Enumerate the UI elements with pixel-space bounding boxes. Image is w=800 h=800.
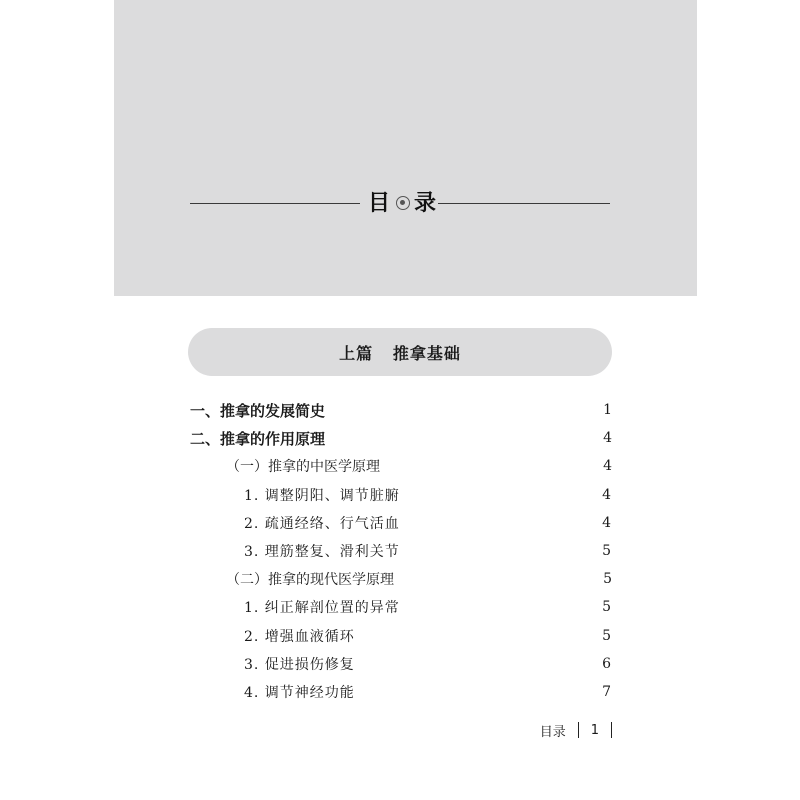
page-footer (540, 720, 612, 740)
footer-page-number: 1 (590, 722, 599, 738)
toc-entry[interactable] (190, 481, 612, 509)
toc-entry-page: 5 (603, 571, 612, 588)
toc-entry-page: 4 (602, 486, 612, 503)
dot-leader (408, 544, 592, 558)
section-title: 上篇 推拿基础 (339, 343, 461, 363)
toc-entry-label: （二）推拿的现代医学原理 (226, 572, 394, 589)
toc-entry[interactable] (190, 396, 612, 424)
footer-divider (578, 722, 579, 738)
dot-leader (402, 572, 592, 586)
dot-leader (333, 403, 592, 417)
toc-title (190, 188, 610, 220)
toc-entry-label: 2. 疏通经络、行气活血 (244, 515, 400, 532)
toc-entry-page: 5 (602, 627, 612, 644)
toc-entry-page: 1 (603, 402, 612, 419)
dot-leader (363, 685, 592, 699)
toc-entry-page: 7 (602, 683, 612, 700)
dot-leader (408, 600, 592, 614)
dot-leader (363, 629, 592, 643)
toc-entry-page: 5 (602, 543, 612, 560)
toc-entry-label: 1. 纠正解剖位置的异常 (244, 600, 400, 617)
footer-label: 目录 (539, 724, 566, 740)
toc-entry-page: 5 (602, 599, 612, 616)
toc-entry[interactable] (190, 537, 612, 565)
toc-entry[interactable] (190, 509, 612, 537)
toc-entry-page: 4 (603, 430, 612, 447)
toc-entry[interactable] (190, 565, 612, 593)
dot-leader (363, 657, 592, 671)
toc-entry[interactable] (190, 622, 612, 650)
circle-dot-icon (396, 196, 410, 210)
toc-entry-label: （一）推拿的中医学原理 (226, 459, 380, 476)
toc-entry[interactable] (190, 452, 612, 480)
title-char-1: 目 (368, 191, 391, 216)
toc-entry[interactable] (190, 678, 612, 706)
toc-entry-label: 4. 调节神经功能 (244, 684, 355, 701)
toc-entry-page: 4 (603, 458, 612, 475)
toc-entry[interactable] (190, 593, 612, 621)
footer-divider (611, 722, 612, 738)
dot-leader (408, 488, 592, 502)
title-rule-left (190, 203, 360, 204)
toc-entry-label: 1. 调整阴阳、调节脏腑 (244, 487, 400, 504)
title-char-2: 录 (414, 191, 437, 216)
toc-list (190, 396, 612, 706)
toc-entry-label: 一、推拿的发展简史 (190, 401, 326, 420)
toc-entry[interactable] (190, 424, 612, 452)
toc-entry-page: 6 (602, 655, 612, 672)
toc-entry-page: 4 (602, 514, 612, 531)
toc-entry-label: 3. 促进损伤修复 (244, 656, 355, 673)
title-rule-right (438, 203, 610, 204)
toc-entry-label: 3. 理筋整复、滑利关节 (244, 544, 400, 561)
section-heading (188, 328, 612, 376)
toc-entry-label: 2. 增强血液循环 (244, 628, 355, 645)
header-band (114, 0, 697, 296)
toc-entry[interactable] (190, 650, 612, 678)
toc-entry-label: 二、推拿的作用原理 (190, 429, 326, 448)
dot-leader (408, 516, 592, 530)
dot-leader (388, 459, 592, 473)
dot-leader (333, 431, 592, 445)
